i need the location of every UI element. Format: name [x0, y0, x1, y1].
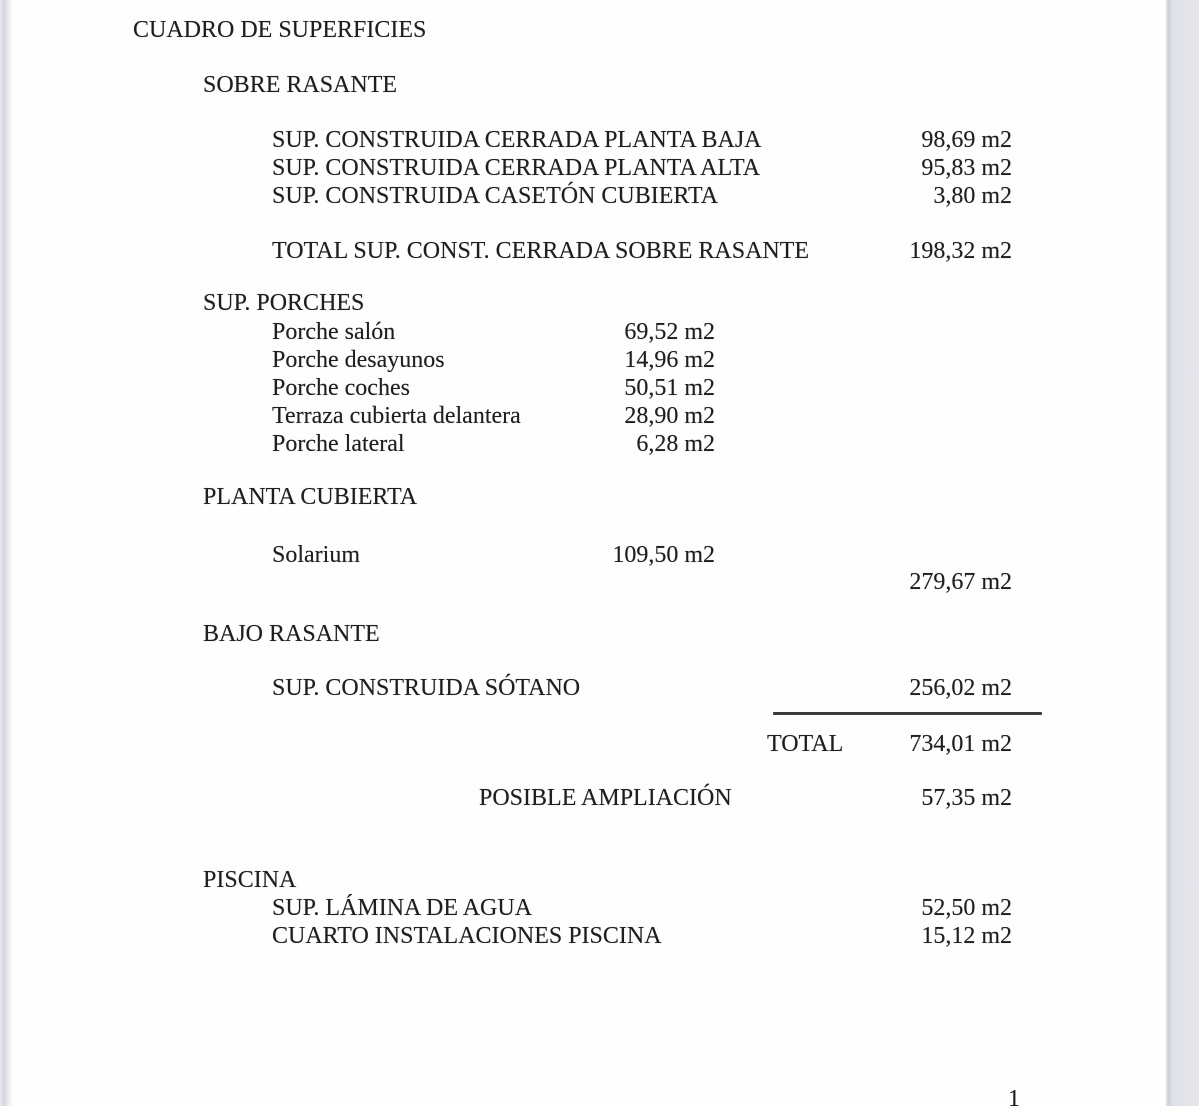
- document-title: CUADRO DE SUPERFICIES: [133, 17, 427, 43]
- row-label: Porche coches: [272, 375, 410, 401]
- section-heading-sobre-rasante: SOBRE RASANTE: [203, 72, 398, 98]
- section-heading-bajo-rasante: BAJO RASANTE: [203, 621, 380, 647]
- row-value: 3,80 m2: [933, 183, 1012, 209]
- section-heading-planta-cubierta: PLANTA CUBIERTA: [203, 484, 418, 510]
- row-label: SUP. CONSTRUIDA CASETÓN CUBIERTA: [272, 183, 719, 209]
- total-divider-line: [773, 712, 1042, 715]
- row-label: CUARTO INSTALACIONES PISCINA: [272, 923, 662, 949]
- scan-edge-left: [0, 0, 14, 1106]
- grand-total-value: 734,01 m2: [909, 731, 1012, 757]
- section-heading-piscina: PISCINA: [203, 867, 297, 893]
- row-value: 52,50 m2: [921, 895, 1012, 921]
- row-value: 15,12 m2: [921, 923, 1012, 949]
- row-value: 6,28 m2: [636, 431, 715, 457]
- row-label: Solarium: [272, 542, 360, 568]
- row-value: 256,02 m2: [909, 675, 1012, 701]
- page-number: 1: [1008, 1086, 1020, 1106]
- ampliacion-label: POSIBLE AMPLIACIÓN: [479, 785, 732, 811]
- total-sobre-rasante-value: 198,32 m2: [909, 238, 1012, 264]
- row-label: SUP. CONSTRUIDA SÓTANO: [272, 675, 581, 701]
- row-value: 98,69 m2: [921, 127, 1012, 153]
- row-label: Porche lateral: [272, 431, 405, 457]
- row-label: SUP. CONSTRUIDA CERRADA PLANTA BAJA: [272, 127, 762, 153]
- total-sobre-rasante-label: TOTAL SUP. CONST. CERRADA SOBRE RASANTE: [272, 238, 810, 264]
- row-value: 109,50 m2: [612, 542, 715, 568]
- row-label: Terraza cubierta delantera: [272, 403, 521, 429]
- row-value: 69,52 m2: [624, 319, 715, 345]
- row-value: 50,51 m2: [624, 375, 715, 401]
- scan-edge-right: [1165, 0, 1199, 1106]
- subtotal-sobre-rasante-value: 279,67 m2: [909, 569, 1012, 595]
- row-label: Porche desayunos: [272, 347, 445, 373]
- row-value: 28,90 m2: [624, 403, 715, 429]
- section-heading-porches: SUP. PORCHES: [203, 290, 365, 316]
- row-label: SUP. LÁMINA DE AGUA: [272, 895, 533, 921]
- row-value: 14,96 m2: [624, 347, 715, 373]
- row-label: Porche salón: [272, 319, 396, 345]
- row-value: 95,83 m2: [921, 155, 1012, 181]
- row-label: SUP. CONSTRUIDA CERRADA PLANTA ALTA: [272, 155, 761, 181]
- ampliacion-value: 57,35 m2: [921, 785, 1012, 811]
- grand-total-label: TOTAL: [767, 731, 844, 757]
